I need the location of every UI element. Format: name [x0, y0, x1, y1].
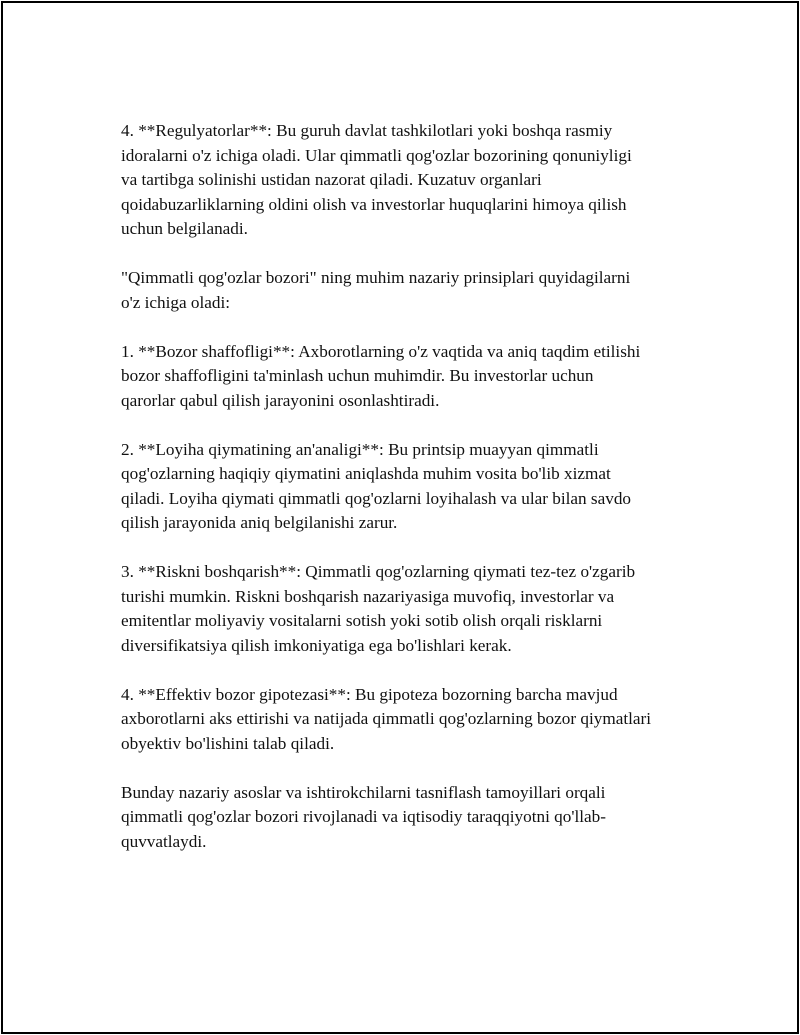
text-line: axborotlarni aks ettirishi va natijada qimmatli qog'ozlarning bozor qiymatlari [121, 709, 652, 728]
text-line: qarorlar qabul qilish jarayonini osonlashtiradi. [121, 390, 440, 410]
text-line: quvvatlaydi. [121, 831, 207, 851]
text-line: qilish jarayonida aniq belgilanishi zarur. [121, 513, 398, 532]
text-line: 2. **Loyiha qiymatining an'analigi**: Bu printsip muayyan qimmatli [121, 439, 599, 459]
paragraph-conclusion [121, 781, 721, 855]
text-line: qimmatli qog'ozlar bozori rivojlanadi va iqtisodiy taraqqiyotni qo'llab- [121, 807, 606, 826]
paragraph-regulyatorlar [121, 119, 721, 242]
text-line: o'z ichiga oladi: [121, 292, 231, 312]
text-line: Bunday nazariy asoslar va ishtirokchilarni tasniflash tamoyillari orqali [121, 782, 606, 802]
paragraph-loyiha-qiymati [121, 438, 721, 536]
document-body [121, 119, 721, 879]
page-frame [1, 1, 799, 1034]
text-line: idoralarni o'z ichiga oladi. Ular qimmatli qog'ozlar bozorining qonuniyligi [121, 145, 632, 165]
text-line: obyektiv bo'lishini talab qiladi. [121, 733, 335, 753]
text-line: qoidabuzarliklarning oldini olish va investorlar huquqlarini himoya qilish [121, 194, 627, 214]
paragraph-intro-principles [121, 266, 721, 315]
text-line: turishi mumkin. Riskni boshqarish nazariyasiga muvofiq, investorlar va [121, 586, 615, 606]
text-line: bozor shaffofligini ta'minlash uchun muhimdir. Bu investorlar uchun [121, 366, 594, 385]
paragraph-effektiv-bozor [121, 683, 721, 757]
text-line: 1. **Bozor shaffofligi**: Axborotlarning o'z vaqtida va aniq taqdim etilishi [121, 341, 641, 361]
text-line: emitentlar moliyaviy vositalarni sotish yoki sotib olish orqali risklarni [121, 611, 603, 630]
text-line: 4. **Effektiv bozor gipotezasi**: Bu gipoteza bozorning barcha mavjud [121, 684, 618, 704]
text-line: 3. **Riskni boshqarish**: Qimmatli qog'ozlarning qiymati tez-tez o'zgarib [121, 562, 636, 581]
text-line: "Qimmatli qog'ozlar bozori" ning muhim nazariy prinsiplari quyidagilarni [121, 268, 631, 287]
text-line: diversifikatsiya qilish imkoniyatiga ega bo'lishlari kerak. [121, 635, 512, 655]
text-line: uchun belgilanadi. [121, 219, 248, 238]
text-line: qiladi. Loyiha qiymati qimmatli qog'ozlarni loyihalash va ular bilan savdo [121, 488, 632, 508]
text-line: qog'ozlarning haqiqiy qiymatini aniqlashda muhim vosita bo'lib xizmat [121, 464, 611, 483]
text-line: va tartibga solinishi ustidan nazorat qiladi. Kuzatuv organlari [121, 170, 542, 189]
text-line: 4. **Regulyatorlar**: Bu guruh davlat tashkilotlari yoki boshqa rasmiy [121, 121, 613, 140]
paragraph-bozor-shaffofligi [121, 340, 721, 414]
paragraph-riskni-boshqarish [121, 560, 721, 658]
